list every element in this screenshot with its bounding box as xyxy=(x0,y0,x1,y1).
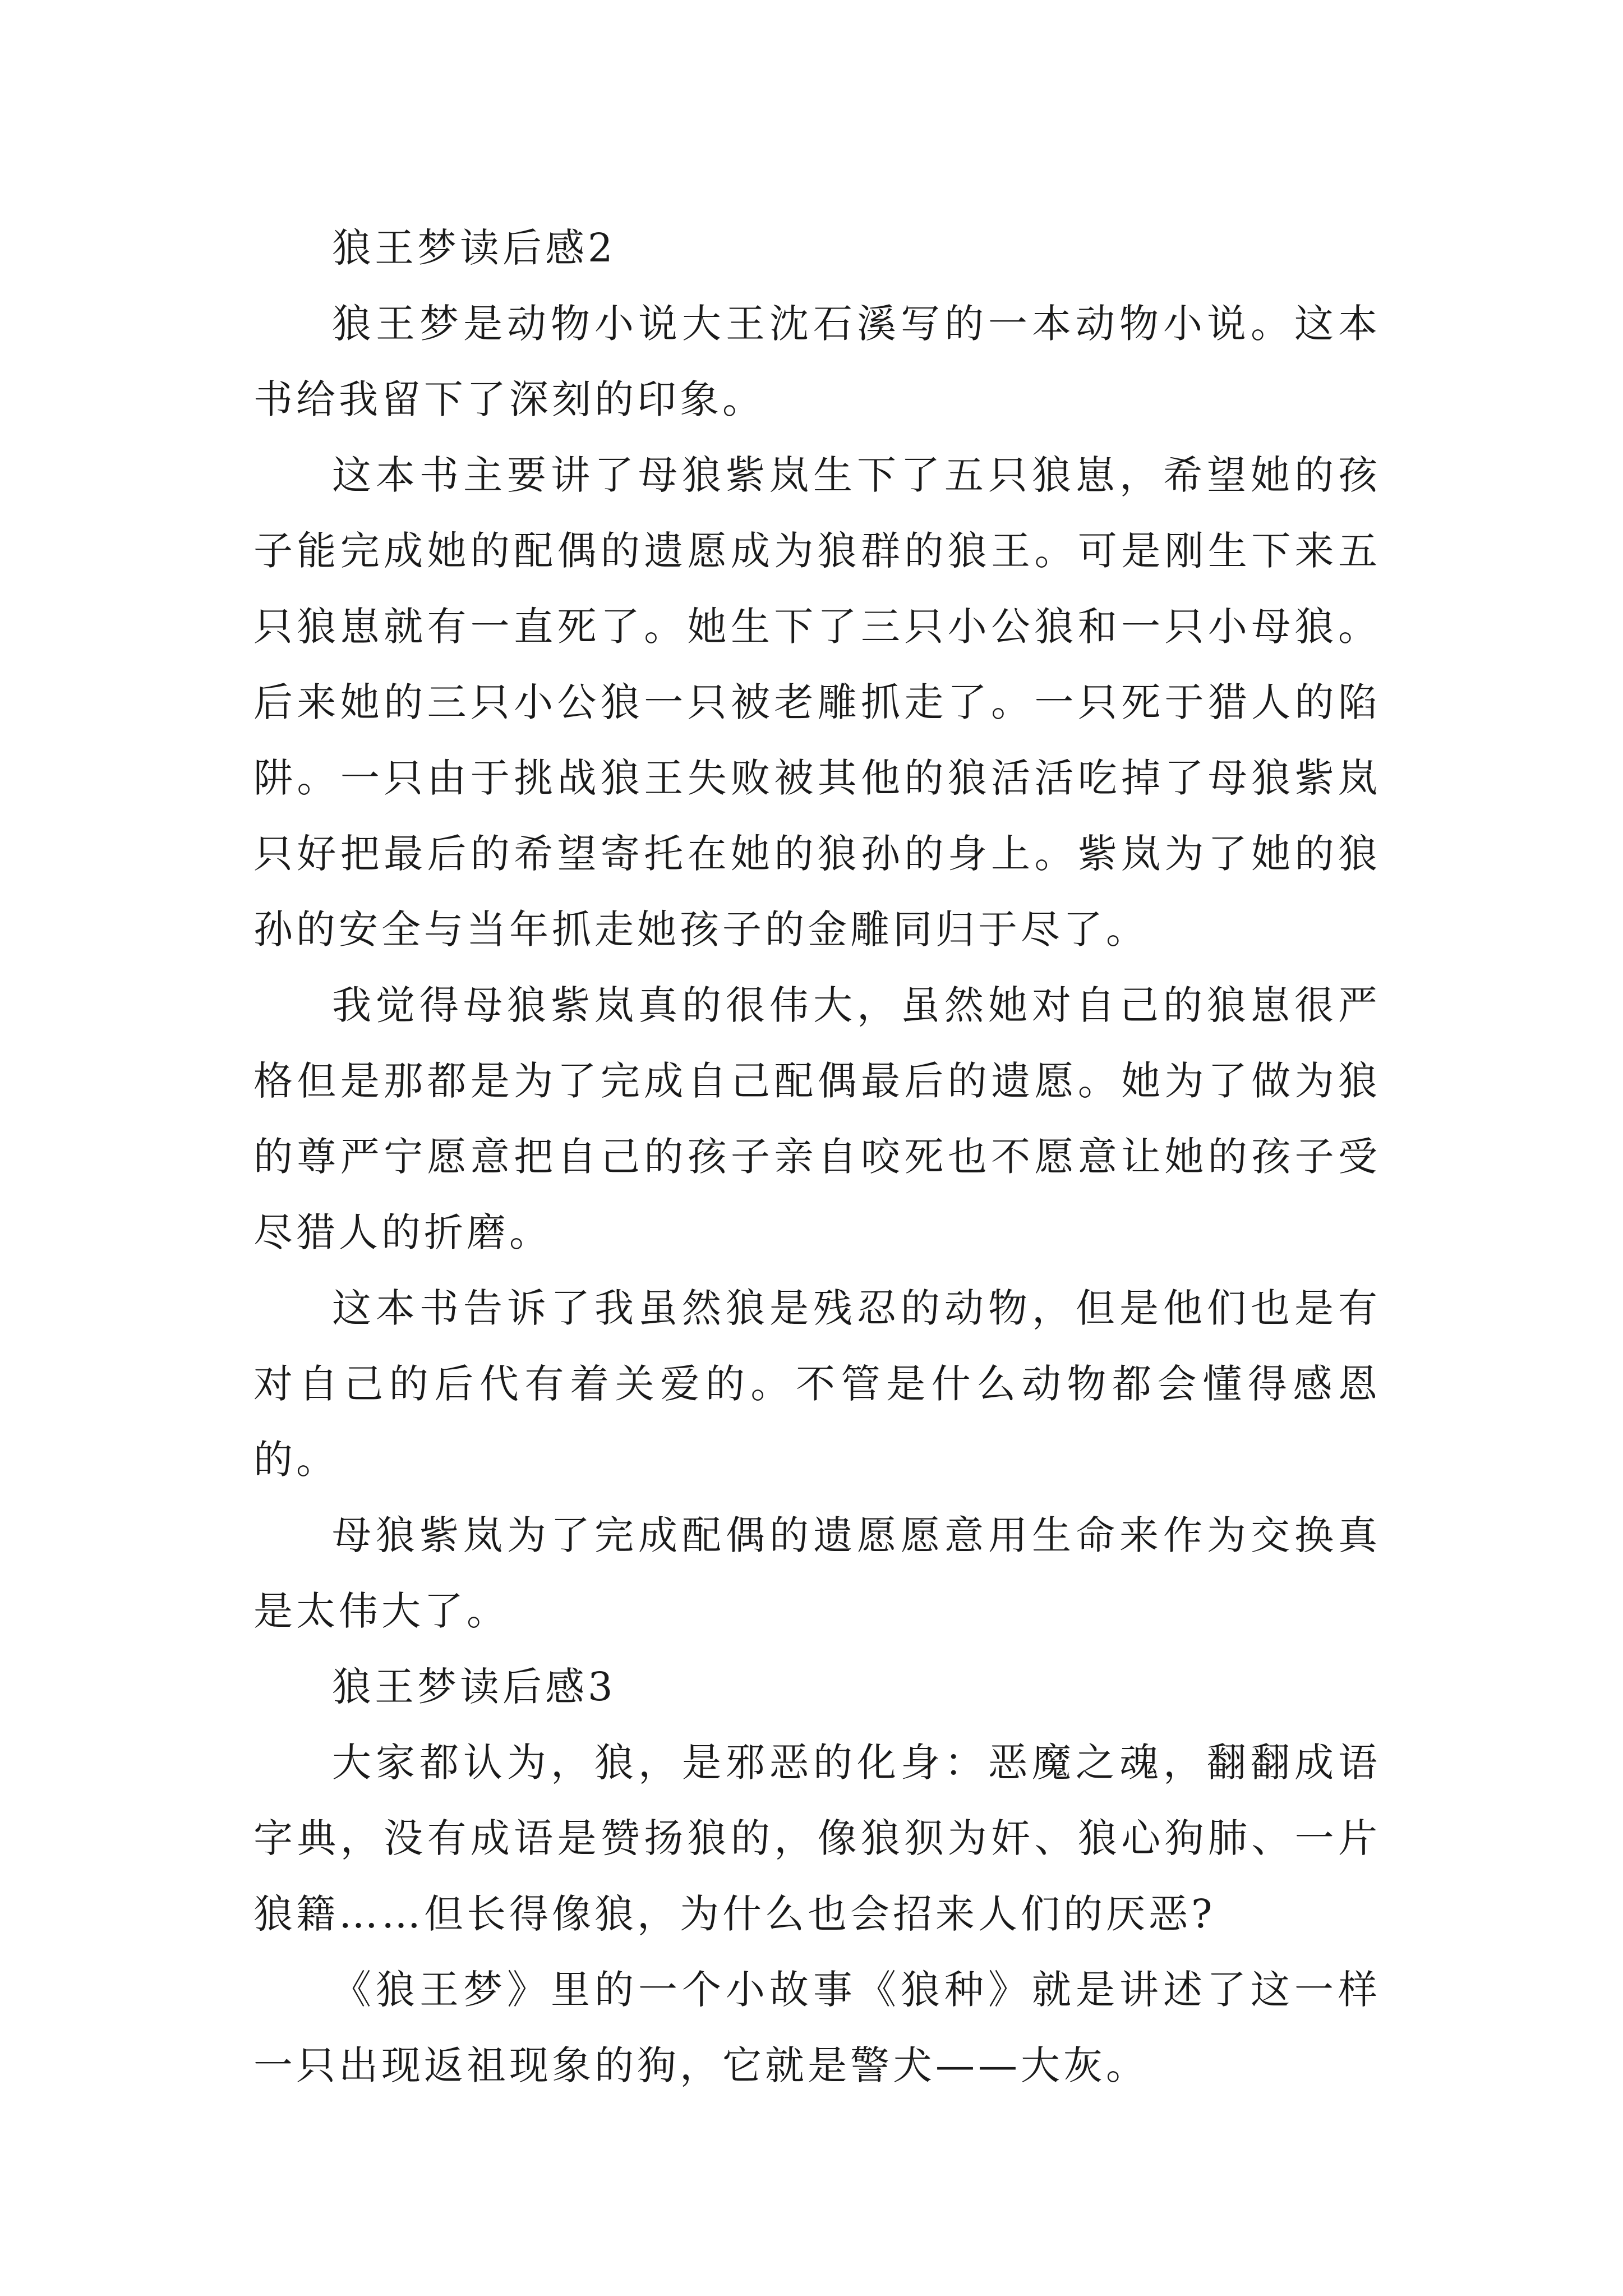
section-heading: 狼王梦读后感3 xyxy=(332,1664,616,1710)
paragraph: 大家都认为，狼，是邪恶的化身：恶魔之魂，翻翻成语字典，没有成语是赞扬狼的，像狼狈为奸、狼心狗肺、一片狼籍……但长得像狼，为什么也会招来人们的厌恶? xyxy=(253,1740,1381,1937)
paragraph: 《狼王梦》里的一个小故事《狼种》就是讲述了这一样一只出现返祖现象的狗，它就是警犬——大灰。 xyxy=(253,1967,1381,2088)
paragraph: 母狼紫岚为了完成配偶的遗愿愿意用生命来作为交换真是太伟大了。 xyxy=(253,1512,1381,1634)
paragraph: 这本书主要讲了母狼紫岚生下了五只狼崽，希望她的孩子能完成她的配偶的遗愿成为狼群的狼王。可是刚生下来五只狼崽就有一直死了。她生下了三只小公狼和一只小母狼。后来她的三只小公狼一只被老雕抓走了。一只死于猎人的陷阱。一只由于挑战狼王失败被其他的狼活活吃掉了母狼紫岚只好把最后的希望寄托在她的狼孙的身上。紫岚为了她的狼孙的安全与当年抓走她孩子的金雕同归于尽了。 xyxy=(253,452,1381,953)
paragraph: 狼王梦是动物小说大王沈石溪写的一本动物小说。这本书给我留下了深刻的印象。 xyxy=(253,301,1381,422)
paragraph: 我觉得母狼紫岚真的很伟大，虽然她对自己的狼崽很严格但是那都是为了完成自己配偶最后的遗愿。她为了做为狼的尊严宁愿意把自己的孩子亲自咬死也不愿意让她的孩子受尽猎人的折磨。 xyxy=(253,982,1381,1255)
section-heading: 狼王梦读后感2 xyxy=(332,225,616,271)
document-body xyxy=(253,210,1381,2104)
paragraph: 这本书告诉了我虽然狼是残忍的动物，但是他们也是有对自己的后代有着关爱的。不管是什么动物都会懂得感恩的。 xyxy=(253,1285,1381,1483)
